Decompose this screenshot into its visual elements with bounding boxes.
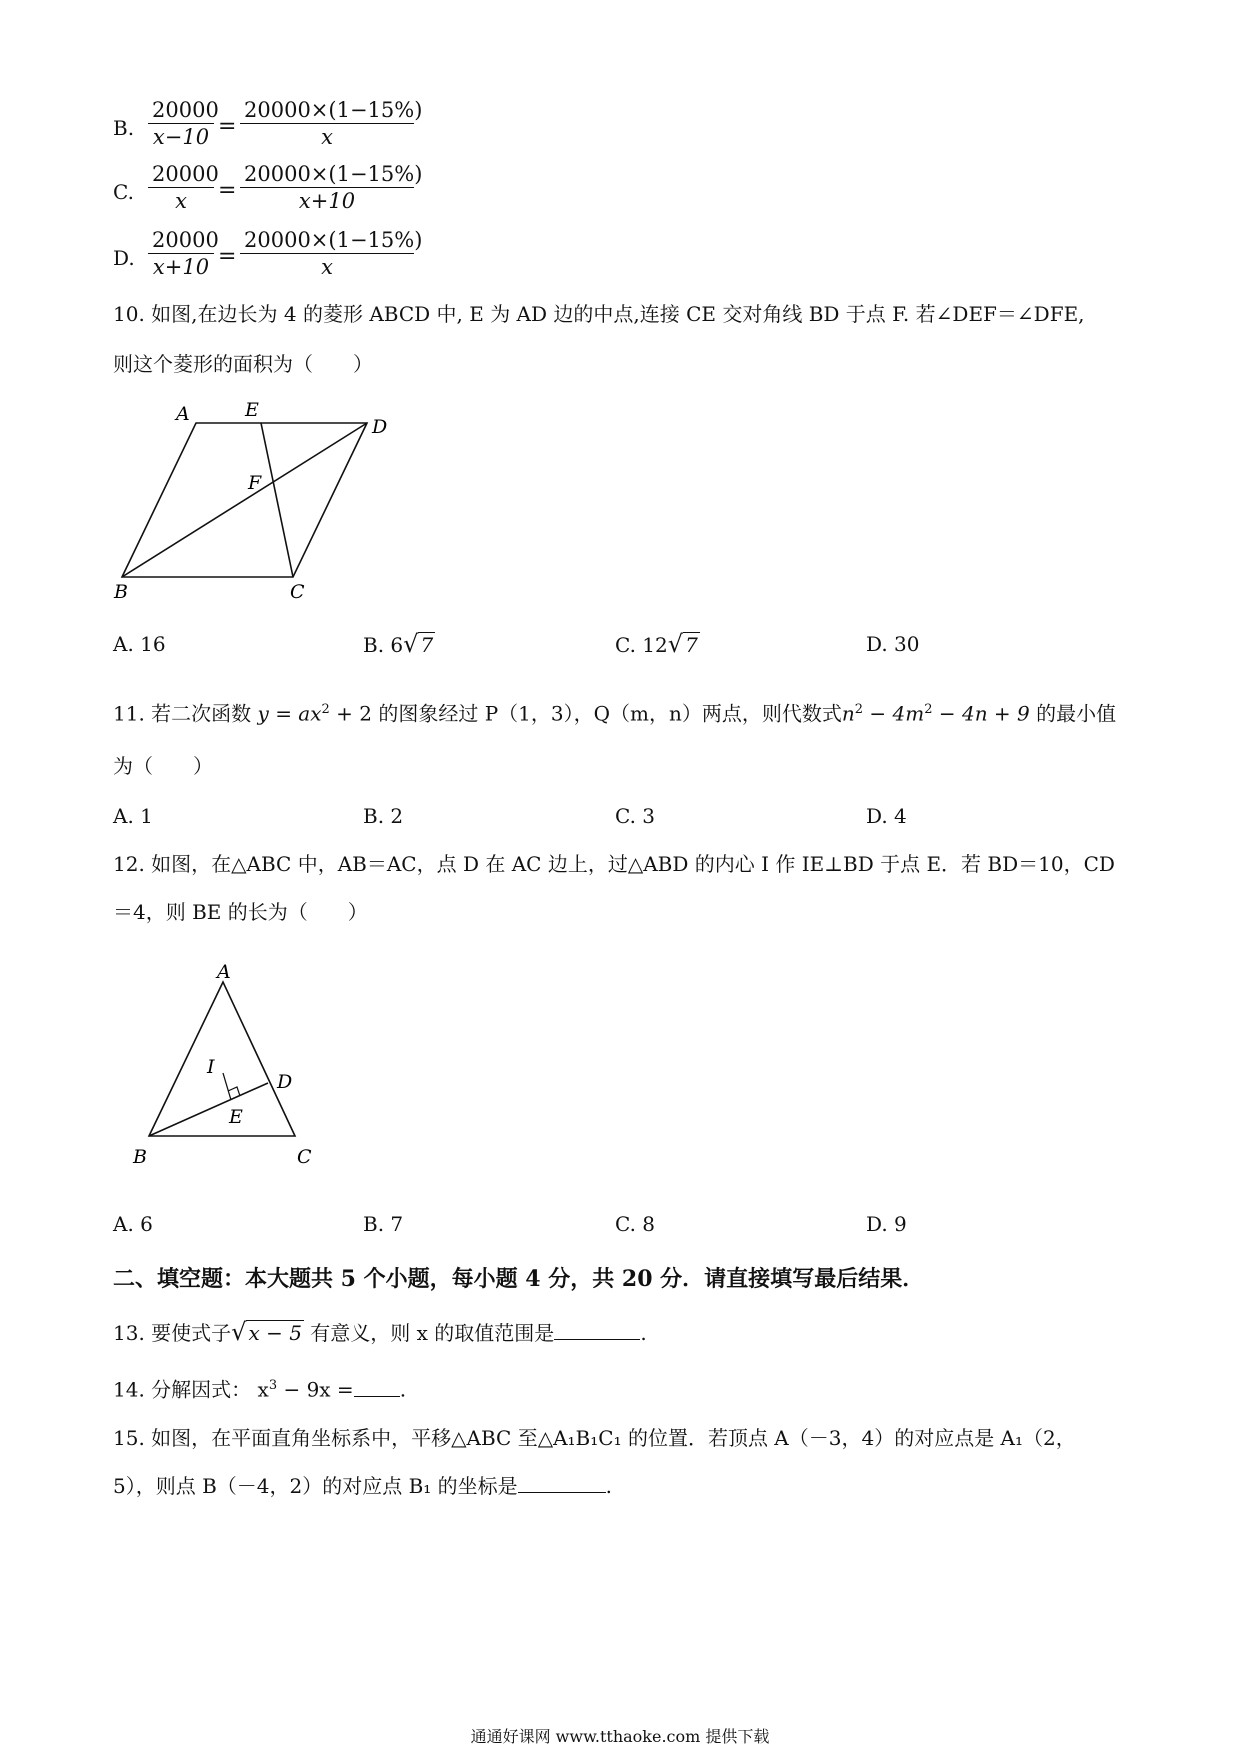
fraction-right: 20000×(1−15%) x [240, 228, 414, 279]
label-c: C [290, 581, 305, 603]
label-e: E [229, 1106, 243, 1128]
label-a: A [217, 961, 231, 983]
q13-stem: 13. 要使式子√ x − 5 有意义，则 x 的取值范围是 . [113, 1318, 647, 1346]
segment-ie [223, 1073, 231, 1100]
q11-stem-line1: 11. 若二次函数 $y = ax^2 + 2$ 的图象经过 P（1，3），Q（m，n）两点，则代数式$n^2 - 4m^2 - 4n + 9$ 的最小值 [113, 701, 1117, 726]
option-label: C. [113, 180, 134, 204]
label-d: D [277, 1071, 293, 1093]
rhombus-figure [110, 400, 400, 610]
choice-a: A. 6 [113, 1212, 153, 1236]
triangle-abc [149, 982, 295, 1136]
answer-blank[interactable] [354, 1376, 400, 1397]
fraction-left: 20000 x [148, 162, 214, 213]
q12-stem-line1: 12. 如图，在△ABC 中，AB＝AC，点 D 在 AC 边上，过△ABD 的内心 I 作 IE⊥BD 于点 E．若 BD＝10，CD [113, 852, 1115, 876]
choice-b: B. 6√ 7 [363, 630, 434, 658]
radicand: x − 5 [248, 1321, 302, 1345]
answer-blank[interactable] [518, 1472, 606, 1493]
label-b: B [133, 1146, 147, 1168]
segment-bd [149, 1083, 268, 1136]
label-d: D [372, 416, 388, 438]
triangle-figure [125, 960, 335, 1170]
choice-b: B. 7 [363, 1212, 404, 1236]
label-i: I [207, 1056, 215, 1078]
q15-stem-line2: 5），则点 B（－4，2）的对应点 B₁ 的坐标是 . [113, 1474, 613, 1498]
fraction-right: 20000×(1−15%) x+10 [240, 162, 414, 213]
label-e: E [245, 400, 259, 421]
q11-stem-line2: 为（ ） [113, 754, 213, 778]
q14-stem: 14. 分解因式： $x^3 - 9x$ = . [113, 1377, 407, 1402]
equals-sign: = [218, 178, 237, 203]
equals-sign: = [218, 244, 237, 269]
fraction-left: 20000 x+10 [148, 228, 214, 279]
label-c: C [297, 1146, 312, 1168]
choice-a: A. 16 [113, 632, 166, 656]
choice-b: B. 2 [363, 804, 404, 828]
answer-blank[interactable] [554, 1319, 640, 1340]
q10-stem-line1: 10. 如图,在边长为 4 的菱形 ABCD 中, E 为 AD 边的中点,连接 CE 交对角线 BD 于点 F. 若∠DEF＝∠DFE, [113, 302, 1085, 326]
label-b: B [114, 581, 128, 603]
segment-ce [261, 423, 293, 577]
sqrt-sign: √ [231, 1318, 247, 1346]
fraction-right: 20000×(1−15%) x [240, 98, 414, 149]
option-label: D. [113, 246, 135, 270]
label-a: A [176, 403, 190, 425]
label-f: F [248, 472, 262, 494]
choice-d: D. 9 [866, 1212, 907, 1236]
choice-c: C. 8 [615, 1212, 656, 1236]
choice-a: A. 1 [113, 804, 153, 828]
equals-sign: = [218, 114, 237, 139]
q15-stem-line1: 15. 如图，在平面直角坐标系中，平移△ABC 至△A₁B₁C₁ 的位置．若顶点 A（－3，4）的对应点是 A₁（2， [113, 1426, 1076, 1450]
section2-heading: 二、填空题：本大题共 5 个小题，每小题 4 分，共 20 分．请直接填写最后结果． [113, 1266, 925, 1292]
option-label: B. [113, 116, 135, 140]
choice-c: C. 3 [615, 804, 656, 828]
choice-d: D. 4 [866, 804, 907, 828]
fraction-left: 20000 x−10 [148, 98, 214, 149]
page-footer: 通通好课网 www.tthaoke.com 提供下载 [470, 1727, 770, 1746]
q12-stem-line2: ＝4，则 BE 的长为（ ） [113, 900, 368, 924]
q10-stem-line2: 则这个菱形的面积为（ ） [113, 352, 373, 376]
choice-c: C. 12√ 7 [615, 630, 698, 658]
choice-d: D. 30 [866, 632, 920, 656]
